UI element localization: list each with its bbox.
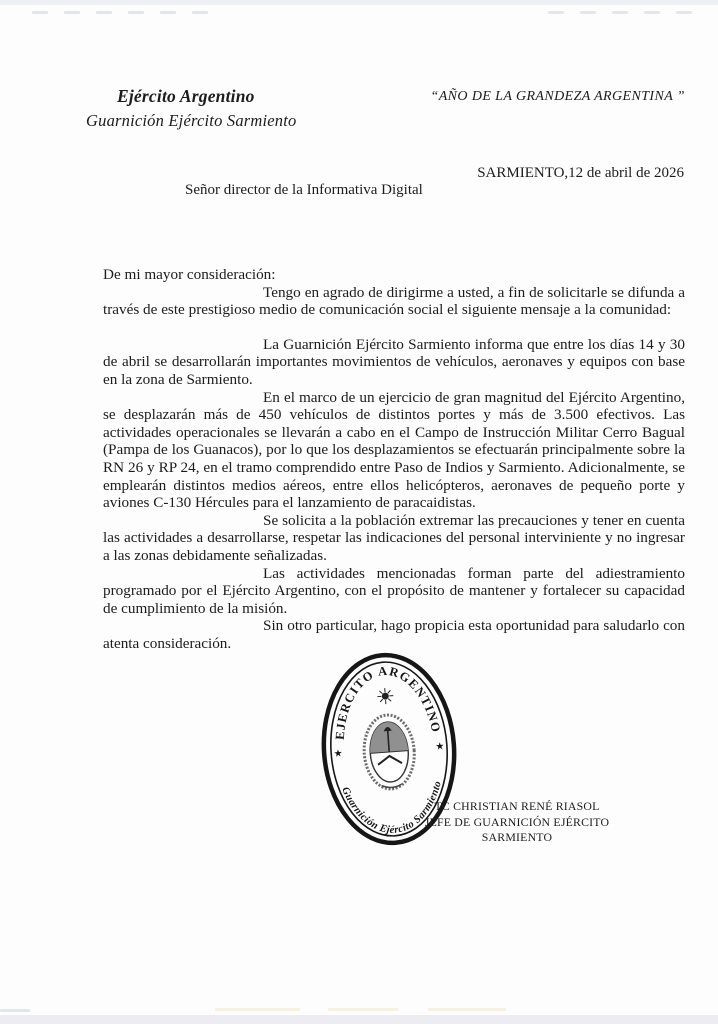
coat-of-arms-icon — [360, 686, 417, 790]
signer-name: TC CHRISTIAN RENÉ RIASOL — [434, 799, 600, 813]
addressee-line: Señor director de la Informativa Digital — [185, 182, 423, 198]
salutation: De mi mayor consideración: — [103, 266, 276, 283]
signature-block — [404, 799, 630, 846]
scan-artifact — [328, 1008, 398, 1011]
scan-artifact — [548, 11, 564, 14]
scan-artifact — [644, 11, 660, 14]
seal-star-right-icon: ★ — [435, 741, 445, 753]
scan-artifact — [32, 11, 48, 14]
body-paragraph: Sin otro particular, hago propicia esta oportunidad para saludarlo con atenta consideración. — [103, 617, 685, 652]
scan-edge-bar-bottom — [0, 1015, 718, 1024]
motto: “AÑO DE LA GRANDEZA ARGENTINA ” — [430, 89, 685, 104]
date-line: SARMIENTO,12 de abril de 2026 — [477, 165, 684, 181]
scan-artifact — [580, 11, 596, 14]
org-name: Ejército Argentino — [117, 86, 255, 106]
scan-artifact — [215, 1008, 300, 1011]
scan-artifact — [612, 11, 628, 14]
seal-star-left-icon: ★ — [333, 748, 344, 760]
body-paragraph: En el marco de un ejercicio de gran magnitud del Ejército Argentino, se desplazarán más de 450 vehículos de distintos portes y más de 3.500 efectivos. Las actividades operacionales se llevarán a cabo en el Campo de Instrucción Militar Cerro Bagual (Pampa de los Guanacos), por lo que los desplazamientos se efectuarán principalmente sobre la RN 26 y RP 24, en el tramo comprendido entre Paso de Indios y Sarmiento. Adicionalmente, se emplearán distintos medios aéreos, entre ellos helicópteros, aeronaves de pequeño porte y aviones C-130 Hércules para el lanzamiento de paracaidistas. — [103, 388, 685, 512]
scan-artifact — [428, 1008, 506, 1011]
seal-bottom-text: Guarnición Ejército Sarmiento — [339, 779, 444, 836]
body-paragraph: Las actividades mencionadas forman parte del adiestramiento programado por el Ejército Argentino, con el propósito de mantener y fortalecer su capacidad de cumplimiento de la misión. — [103, 564, 685, 617]
garrison-name: Guarnición Ejército Sarmiento — [86, 111, 297, 130]
scan-artifact — [160, 11, 176, 14]
body-paragraph: Tengo en agrado de dirigirme a usted, a fin de solicitarle se difunda a través de este prestigioso medio de comunicación social el siguiente mensaje a la comunidad: — [103, 283, 685, 319]
scan-artifact — [96, 11, 112, 14]
signer-title: JEFE DE GUARNICIÓN EJÉRCITO SARMIENTO — [424, 814, 610, 844]
seal-top-text: EJERCITO ARGENTINO — [332, 663, 444, 741]
scan-artifact — [192, 11, 208, 14]
letter-body — [103, 266, 685, 652]
body-paragraph: La Guarnición Ejército Sarmiento informa que entre los días 14 y 30 de abril se desarrollarán importantes movimientos de vehículos, aeronaves y equipos con base en la zona de Sarmiento. — [103, 335, 685, 388]
scan-artifact — [64, 11, 80, 14]
scan-artifact — [0, 1009, 30, 1012]
scan-artifact — [128, 11, 144, 14]
scan-artifact — [676, 11, 692, 14]
body-paragraph: Se solicita a la población extremar las precauciones y tener en cuenta las actividades a desarrollarse, respetar las indicaciones del personal interviniente y no ingresar a las zonas debidamente señalizadas. — [103, 511, 685, 564]
scan-edge-bar-top — [0, 0, 718, 5]
